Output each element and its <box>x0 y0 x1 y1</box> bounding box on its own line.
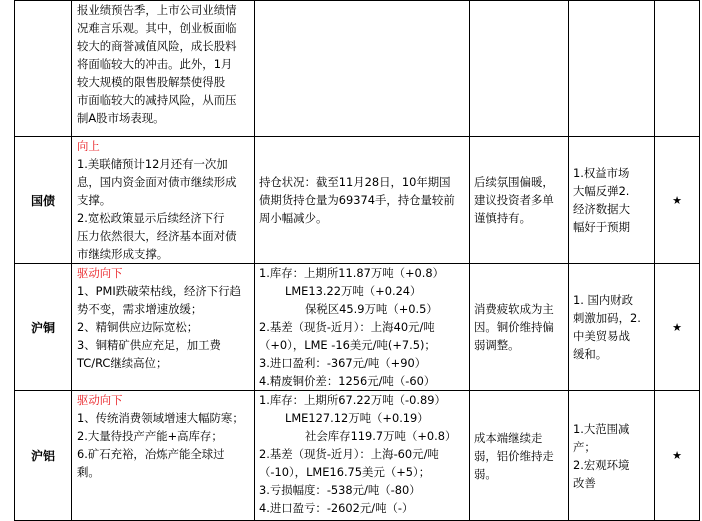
commodity-cell <box>15 1 72 137</box>
data-line: 4.精废铜价差：1256元/吨（-60） <box>259 374 436 388</box>
strategy-line: 消费疲软成为主 <box>474 302 554 316</box>
data-cell <box>255 391 470 521</box>
driver-line: 支撑。 <box>77 193 112 207</box>
risk-line: 改善 <box>573 475 596 490</box>
commodity-cell: 沪铜 <box>15 264 72 391</box>
star-icon: ★ <box>655 391 700 521</box>
data-line: 周小幅减少。 <box>259 211 328 225</box>
driver-line: 市面临较大的减持风险，从而压 <box>77 93 237 107</box>
risk-line: 产； <box>573 439 596 454</box>
strategy-line: 成本端继续走 <box>474 430 543 445</box>
table-row-treasury <box>15 137 700 264</box>
data-cell <box>255 264 470 391</box>
driver-line: 市继续形成支撑。 <box>77 247 169 261</box>
star-icon: ★ <box>655 264 700 391</box>
drivers-cell <box>72 1 255 137</box>
risk-line: 经济数据大 <box>573 202 630 216</box>
data-line: 持仓状况：截至11月28日，10年期国 <box>259 175 451 189</box>
data-line: 3.亏损幅度：-538元/吨（-80） <box>259 483 421 497</box>
star-icon: ★ <box>655 137 700 264</box>
driver-line: 2.宽松政策显示后续经济下行 <box>77 211 225 225</box>
driver-line: 报业绩预告季，上市公司业绩情 <box>77 3 237 17</box>
drivers-cell <box>72 391 255 521</box>
data-cell <box>255 137 470 264</box>
strategy-line: 弱。 <box>474 466 497 481</box>
risk-line: 大幅反弹2. <box>573 184 630 198</box>
risk-line: 2.宏观环境 <box>573 457 630 472</box>
rating-cell <box>655 1 700 137</box>
driver-line: 2.大量待投产产能+高库存； <box>77 429 223 443</box>
risk-line: 缓和。 <box>573 347 608 361</box>
research-table <box>14 0 700 521</box>
driver-line: 6.矿石充裕，冶炼产能全球过 <box>77 447 225 461</box>
risk-line: 中美贸易战 <box>573 329 630 343</box>
risk-line: 1.权益市场 <box>573 166 630 180</box>
strategy-line: 后续氛围偏暖， <box>474 175 554 189</box>
strategy-line: 谨慎持有。 <box>474 211 531 225</box>
table-row-aluminum <box>15 391 700 521</box>
driver-line: 1、传统消费领域增速大幅防寒； <box>77 411 244 425</box>
table-row-copper <box>15 264 700 391</box>
trend-label: 驱动向下 <box>77 266 123 280</box>
driver-line: 较大的商誉减值风险，成长股料 <box>77 39 237 53</box>
driver-line: 较大规模的限售股解禁使得股 <box>77 75 226 89</box>
data-line: 债期货持仓量为69374手，持仓量较前 <box>259 193 455 207</box>
strategy-line: 弱，铝价维持走 <box>474 448 554 463</box>
data-line: 2.基差（现货-近月）：上海-60元/吨 <box>259 447 439 461</box>
strategy-line: 弱调整。 <box>474 338 520 352</box>
data-line: 保税区45.9万吨（+0.5） <box>305 302 438 316</box>
driver-line: 2、精铜供应边际宽松； <box>77 320 199 334</box>
risk-cell <box>569 137 655 264</box>
data-line: 1.库存：上期所67.22万吨（-0.89） <box>259 393 446 407</box>
strategy-line: 建议投资者多单 <box>474 193 554 207</box>
risk-cell <box>569 264 655 391</box>
risk-line: 幅好于预期 <box>573 220 630 234</box>
driver-line: 压力依然很大，经济基本面对债 <box>77 229 237 243</box>
strategy-cell <box>470 391 569 521</box>
data-line: （+0），LME -16美元/吨(+7.5)； <box>259 338 436 352</box>
driver-line: 剩。 <box>77 465 100 479</box>
data-line: 2.基差（现货-近月）：上海40元/吨 <box>259 320 435 334</box>
data-line: LME127.12万吨（+0.19） <box>285 411 429 425</box>
data-line: （-10），LME16.75美元（+5）； <box>259 465 431 479</box>
data-line: LME13.22万吨（+0.24） <box>285 284 422 298</box>
strategy-line: 因。铜价维持偏 <box>474 320 554 334</box>
data-line: 社会库存119.7万吨（+0.8） <box>305 429 457 443</box>
drivers-cell <box>72 264 255 391</box>
data-line: 1.库存：上期所11.87万吨（+0.8） <box>259 266 445 280</box>
strategy-cell <box>470 264 569 391</box>
driver-line: 况难言乐观。其中，创业板面临 <box>77 21 237 35</box>
driver-line: 3、铜精矿供应充足，加工费 <box>77 338 221 352</box>
strategy-cell <box>470 1 569 137</box>
data-line: 4.进口盈亏：-2602元/吨（-） <box>259 501 414 515</box>
driver-line: 1.美联储预计12月还有一次加 <box>77 157 228 171</box>
risk-cell <box>569 1 655 137</box>
driver-line: 息，国内资金面对债市继续形成 <box>77 175 237 189</box>
risk-line: 1.大范围减 <box>573 421 630 436</box>
data-cell <box>255 1 470 137</box>
driver-line: 制A股市场表现。 <box>77 111 165 125</box>
trend-label: 向上 <box>77 139 100 153</box>
risk-line: 1. 国内财政 <box>573 293 634 307</box>
strategy-cell <box>470 137 569 264</box>
table-row-stock-index <box>15 1 700 137</box>
data-line: 3.进口盈利：-367元/吨（+90） <box>259 356 427 370</box>
driver-line: 将面临较大的冲击。此外，1月 <box>77 57 233 71</box>
drivers-cell <box>72 137 255 264</box>
risk-cell <box>569 391 655 521</box>
trend-label: 驱动向下 <box>77 393 123 407</box>
driver-line: TC/RC继续高位； <box>77 356 168 370</box>
driver-line: 势不变，需求增速放缓； <box>77 302 203 316</box>
risk-line: 刺激加码，2. <box>573 311 641 325</box>
commodity-cell: 沪铝 <box>15 391 72 521</box>
driver-line: 1、PMI跌破荣枯线，经济下行趋 <box>77 284 241 298</box>
commodity-cell: 国债 <box>15 137 72 264</box>
